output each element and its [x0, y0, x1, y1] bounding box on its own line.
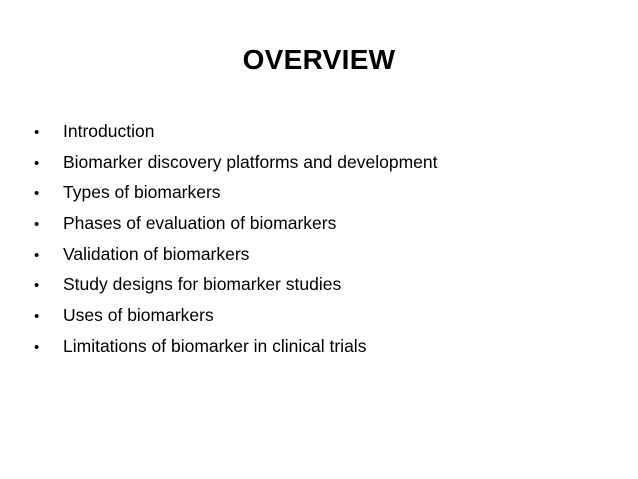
bullet-item [34, 239, 437, 270]
bullet-text: Types of biomarkers [63, 182, 221, 203]
bullet-text: Uses of biomarkers [63, 305, 214, 326]
bullet-text: Phases of evaluation of biomarkers [63, 213, 337, 234]
bullet-item [34, 147, 437, 178]
bullet-text: Validation of biomarkers [63, 243, 250, 264]
bullet-point: • [34, 124, 40, 141]
bullet-item [34, 300, 437, 331]
slide-title: OVERVIEW [242, 44, 396, 75]
bullet-item [34, 269, 437, 300]
bullet-point: • [34, 277, 40, 295]
bullet-point: • [34, 338, 40, 356]
bullet-point: • [34, 154, 40, 172]
bullet-item [34, 177, 437, 208]
bullet-item [34, 331, 437, 362]
bullet-point: • [34, 216, 40, 234]
bullet-text: Limitations of biomarker in clinical trials [63, 335, 367, 356]
bullet-item [34, 116, 437, 147]
bullet-point: • [34, 185, 40, 203]
bullet-point: • [34, 308, 40, 326]
bullet-text: Introduction [63, 121, 155, 141]
bullet-text: Study designs for biomarker studies [63, 274, 342, 295]
bullet-item [34, 208, 437, 239]
bullet-list [34, 116, 437, 362]
bullet-text: Biomarker discovery platforms and development [63, 151, 438, 172]
bullet-point: • [34, 246, 40, 264]
